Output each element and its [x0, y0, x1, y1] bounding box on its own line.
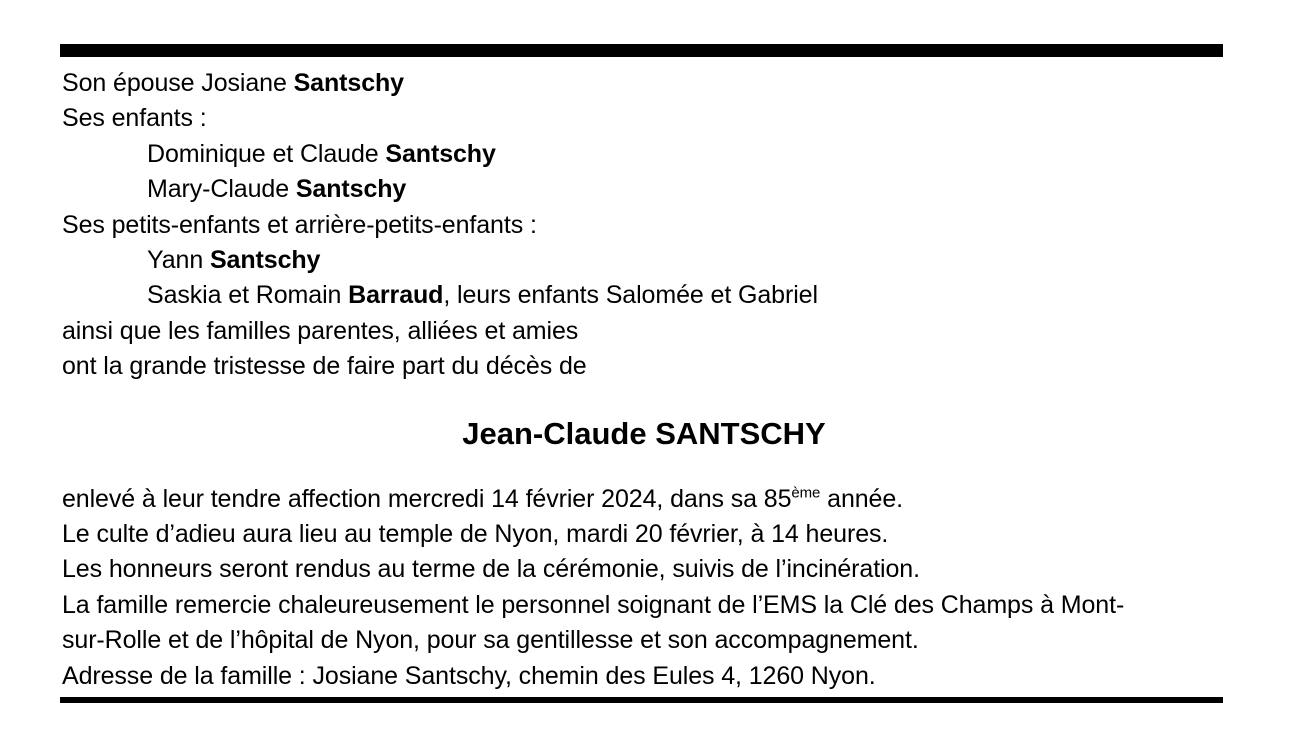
text-line [62, 101, 1226, 136]
text-line [62, 66, 1226, 101]
death-announcement-document [0, 44, 1294, 750]
text-line [62, 243, 1226, 278]
text-line [62, 588, 1226, 623]
deceased-name: Jean-Claude SANTSCHY [462, 415, 826, 451]
text-segment: Saskia et Romain [147, 281, 349, 310]
text-segment: Yann [147, 246, 210, 275]
text-segment: , leurs enfants Salomée et Gabriel [443, 281, 818, 310]
text-segment: Adresse de la famille : Josiane Santschy, chemin des Eules 4, 1260 Nyon. [62, 661, 876, 690]
text-segment: Les honneurs seront rendus au terme de la cérémonie, suivis de l’incinération. [62, 555, 920, 584]
announcement-content [62, 66, 1226, 694]
text-segment: ainsi que les familles parentes, alliées et amies [62, 316, 579, 345]
text-line [62, 349, 1226, 384]
text-line [62, 314, 1226, 349]
family-surname-bold: Santschy [209, 246, 321, 275]
family-surname-bold: Santschy [385, 139, 496, 168]
text-segment: Le culte d’adieu aura lieu au temple de Nyon, mardi 20 février, à 14 heures. [62, 520, 889, 549]
family-surname-bold: Santschy [293, 69, 404, 97]
text-line [62, 137, 1226, 172]
text-segment: enlevé à leur tendre affection mercredi 14 février 2024, dans sa 85 [62, 484, 792, 513]
text-line [62, 659, 1226, 694]
text-segment: Ses enfants : [62, 104, 207, 133]
text-line [62, 172, 1226, 207]
bottom-rule [60, 697, 1223, 703]
text-segment: Ses petits-enfants et arrière-petits-enfants : [62, 210, 537, 239]
text-line [62, 278, 1226, 313]
detail-lines-section [62, 482, 1226, 694]
top-rule [60, 44, 1223, 57]
family-surname-bold: Barraud [348, 281, 444, 310]
text-segment: sur-Rolle et de l’hôpital de Nyon, pour sa gentillesse et son accompagnement. [62, 626, 919, 655]
family-lines-section [62, 66, 1226, 385]
text-segment: La famille remercie chaleureusement le personnel soignant de l’EMS la Clé des Champs à Mont- [62, 590, 1125, 619]
text-segment: ont la grande tristesse de faire part du décès de [62, 352, 587, 381]
text-segment: Son épouse Josiane [62, 69, 294, 97]
text-line [62, 208, 1226, 243]
text-line [62, 517, 1226, 552]
text-line [62, 623, 1226, 658]
text-segment: année. [820, 484, 904, 513]
text-segment: Dominique et Claude [147, 139, 386, 168]
text-line [62, 552, 1226, 587]
text-line [62, 482, 1226, 517]
family-surname-bold: Santschy [295, 175, 407, 204]
ordinal-superscript: ème [791, 484, 821, 502]
text-segment: Mary-Claude [147, 175, 296, 204]
